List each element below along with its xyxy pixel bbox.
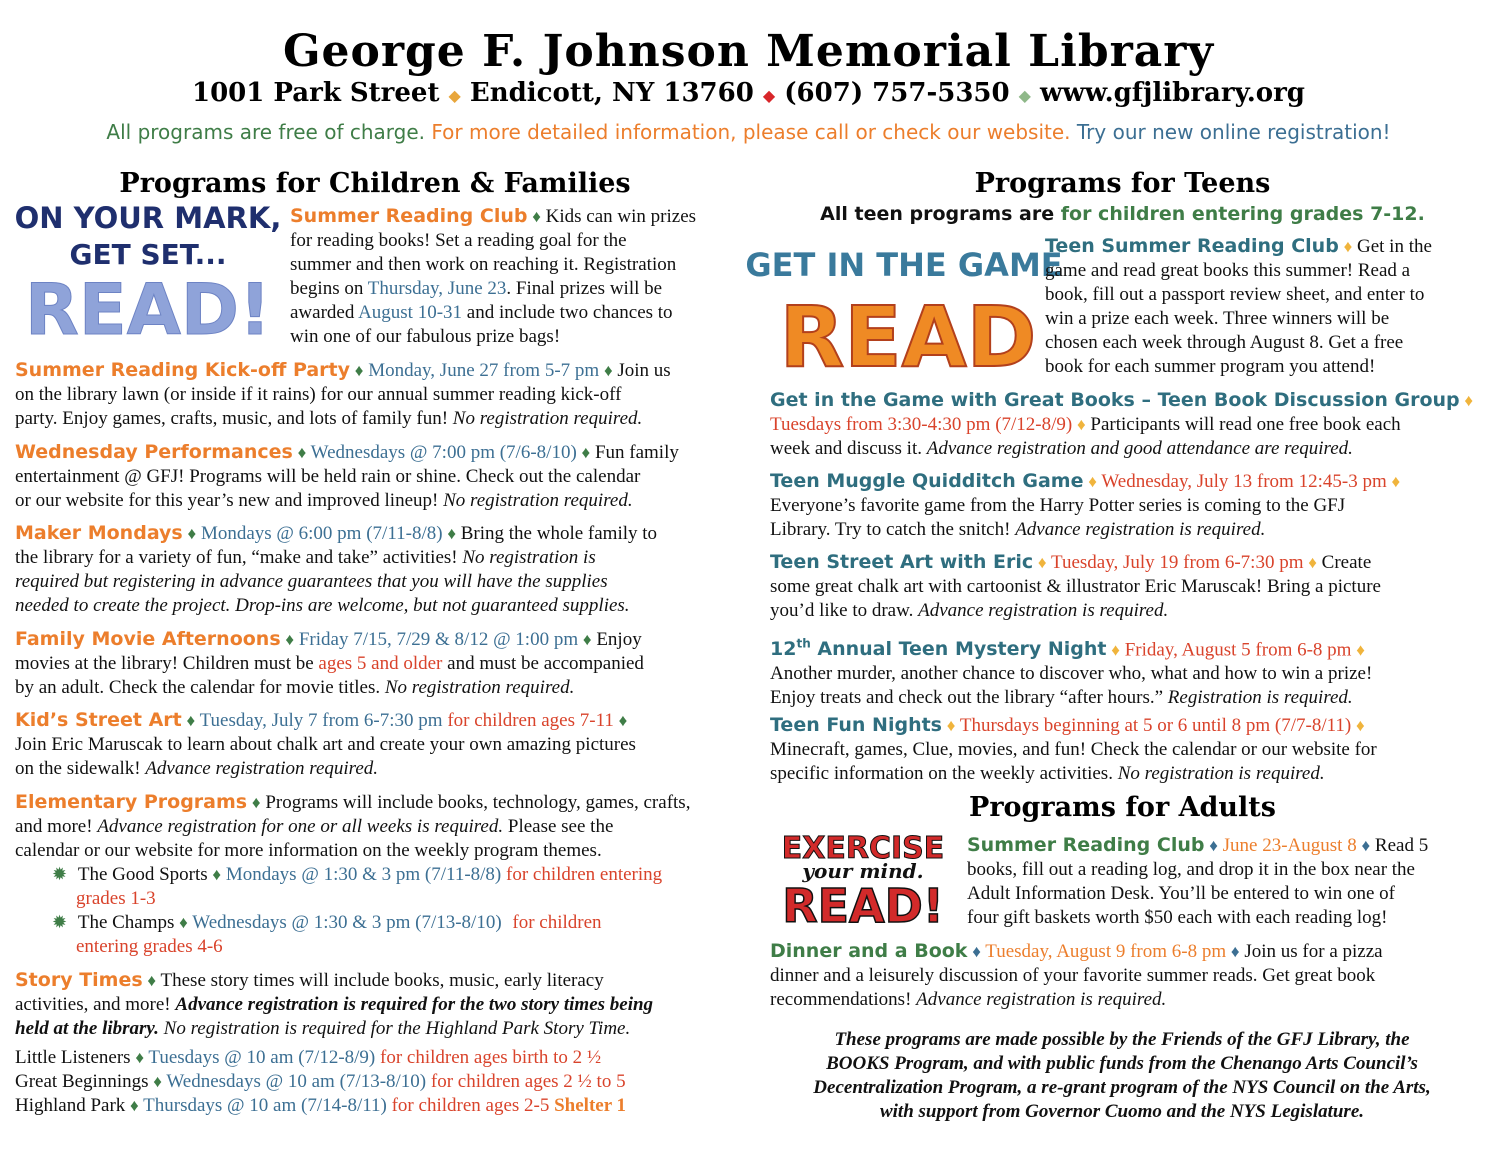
story-time-name: Highland Park xyxy=(15,1095,126,1116)
program-when: Friday, August 5 from 6-8 pm xyxy=(1124,639,1352,661)
diamond-icon: ♦ xyxy=(130,1096,139,1115)
diamond-icon: ♦ xyxy=(1209,836,1218,855)
tagline-info: For more detailed information, please call or check our website. xyxy=(431,120,1071,144)
program-when: Wednesdays @ 1:30 & 3 pm (7/13-8/10) xyxy=(192,912,502,933)
program-text: Read 5 xyxy=(1374,835,1429,856)
registration-note: Advance registration for one or all weeks is required. xyxy=(97,816,504,837)
footer-line: with support from Governor Cuomo and the NYS Legislature. xyxy=(879,1101,1365,1122)
summer-reading-kickoff-party xyxy=(15,358,735,431)
diamond-icon: ♦ xyxy=(1076,415,1086,434)
registration-note: No registration is required for the Highland Park Story Time. xyxy=(163,1018,631,1039)
story-time-row xyxy=(15,1094,735,1118)
program-text: Join us for a pizza xyxy=(1244,941,1383,962)
program-when: June 23-August 8 xyxy=(1222,835,1357,856)
program-text: win one of our fabulous prize bags! xyxy=(290,326,561,347)
diamond-icon: ♦ xyxy=(135,1048,144,1067)
phone-number: (607) 757-5350 xyxy=(784,78,1010,108)
program-name: Summer Reading Kick-off Party xyxy=(15,359,351,381)
street-address: 1001 Park Street xyxy=(192,78,440,108)
diamond-separator-icon: ◆ xyxy=(448,86,461,105)
teen-fun-nights xyxy=(770,713,1480,786)
sub-program-name: The Good Sports xyxy=(77,864,208,885)
story-time-name: Little Listeners xyxy=(15,1047,131,1068)
footer-line: Decentralization Program, a re-grant program of the NYS Council on the Arts, xyxy=(813,1077,1431,1098)
program-text: Enjoy treats and check out the library “after hours.” xyxy=(770,687,1164,709)
age-requirement: for children ages 2 ½ to 5 xyxy=(430,1071,626,1092)
program-text: activities, and more! xyxy=(15,994,171,1015)
library-title: George F. Johnson Memorial Library xyxy=(282,26,1215,77)
diamond-icon: ♦ xyxy=(946,716,956,735)
program-name: Get in the Game with Great Books – Teen Book Discussion Group xyxy=(770,389,1460,411)
svg-text:READ!: READ! xyxy=(782,879,944,933)
registration-note: No registration is xyxy=(462,547,596,568)
program-name: Teen Fun Nights xyxy=(770,714,942,736)
program-text: Join Eric Maruscak to learn about chalk art and create your own amazing pictures xyxy=(15,734,636,755)
diamond-icon: ♦ xyxy=(972,942,981,961)
registration-note: Advance registration required. xyxy=(145,758,379,779)
registration-note: held at the library. xyxy=(15,1018,159,1039)
program-text: Join us xyxy=(617,360,671,381)
program-text: dinner and a leisurely discussion of your favorite summer reads. Get great book xyxy=(770,965,1376,986)
diamond-icon: ♦ xyxy=(297,443,307,462)
diamond-separator-icon: ◆ xyxy=(1018,86,1031,105)
program-text: Library. Try to catch the snitch! xyxy=(770,519,1011,540)
teens-subtitle-a: All teen programs are xyxy=(820,203,1055,225)
program-name: Summer Reading Club xyxy=(290,205,528,227)
teen-street-art xyxy=(770,550,1480,623)
starburst-bullet-icon: ✹ xyxy=(52,864,68,884)
diamond-icon: ♦ xyxy=(1355,716,1365,735)
registration-note: No registration required. xyxy=(452,408,643,429)
diamond-icon: ♦ xyxy=(1391,472,1401,491)
diamond-icon: ♦ xyxy=(187,524,197,543)
location-label: Shelter 1 xyxy=(554,1095,627,1116)
diamond-icon: ♦ xyxy=(582,630,592,649)
program-text: book, fill out a passport review sheet, and enter to xyxy=(1045,284,1425,305)
program-name: Teen Muggle Quidditch Game xyxy=(770,470,1084,492)
footer-line: These programs are made possible by the Friends of the GFJ Library, the xyxy=(834,1029,1410,1050)
registration-note: Registration is required. xyxy=(1167,687,1353,709)
program-name xyxy=(770,638,1107,660)
program-name: Maker Mondays xyxy=(15,522,183,544)
program-text: Create xyxy=(1321,552,1372,573)
program-text: four gift baskets worth $50 each with each reading log! xyxy=(967,907,1388,928)
website-link[interactable]: www.gfjlibrary.org xyxy=(1040,78,1305,108)
wednesday-performances xyxy=(15,440,735,513)
program-when: Mondays @ 1:30 & 3 pm (7/11-8/8) xyxy=(225,864,502,885)
on-your-mark-read-logo xyxy=(12,200,284,351)
program-text: Programs will include books, technology, games, crafts, xyxy=(265,792,691,813)
diamond-icon: ♦ xyxy=(179,913,188,932)
summer-reading-club-kids xyxy=(290,204,740,349)
svg-text:READ: READ xyxy=(779,288,1037,386)
diamond-icon: ♦ xyxy=(532,207,541,226)
program-when: Tuesdays from 3:30-4:30 pm (7/12-8/9) xyxy=(770,414,1073,435)
diamond-separator-icon: ◆ xyxy=(762,86,776,105)
program-text: game and read great books this summer! Read a xyxy=(1045,260,1411,281)
story-time-row xyxy=(15,1070,735,1094)
diamond-icon: ♦ xyxy=(618,711,628,730)
program-text: calendar or our website for more information on the weekly program themes. xyxy=(15,840,602,861)
age-requirement: ages 5 and older xyxy=(318,653,443,674)
age-requirement: for children ages 7-11 xyxy=(447,710,614,731)
ordinal-suffix: th xyxy=(796,637,811,651)
program-name: Teen Summer Reading Club xyxy=(1045,235,1339,257)
diamond-icon: ♦ xyxy=(251,793,261,812)
story-time-row xyxy=(15,1046,735,1070)
registration-note: Advance registration and good attendance are required. xyxy=(926,438,1353,459)
program-when: Wednesdays @ 10 am (7/13-8/10) xyxy=(166,1071,427,1092)
program-date: Thursday, June 23 xyxy=(367,278,507,299)
story-times-schedule xyxy=(15,1046,735,1118)
ordinal-number: 12 xyxy=(770,638,797,661)
diamond-icon: ♦ xyxy=(447,524,456,543)
teen-muggle-quidditch xyxy=(770,469,1480,542)
diamond-icon: ♦ xyxy=(186,711,196,730)
diamond-icon: ♦ xyxy=(1088,472,1097,491)
program-text: Everyone’s favorite game from the Harry Potter series is coming to the GFJ xyxy=(770,495,1346,516)
registration-note: Advance registration is required. xyxy=(918,600,1169,621)
starburst-bullet-icon: ✹ xyxy=(52,912,68,932)
svg-text:GET SET...: GET SET... xyxy=(69,238,227,271)
program-text: or our website for this year’s new and improved lineup! xyxy=(15,490,439,511)
svg-text:GET IN THE GAME: GET IN THE GAME xyxy=(745,246,1063,284)
program-text: party. Enjoy games, crafts, music, and lots of family fun! xyxy=(15,408,449,429)
program-text: chosen each week through August 8. Get a free xyxy=(1045,332,1404,353)
age-requirement: for children entering xyxy=(506,864,663,885)
registration-note: No registration required. xyxy=(443,490,633,511)
program-text: . Final prizes will be xyxy=(506,278,663,299)
program-name: Wednesday Performances xyxy=(15,441,293,463)
program-when: Tuesday, July 19 from 6-7:30 pm xyxy=(1051,552,1304,573)
program-name: Dinner and a Book xyxy=(770,940,968,962)
registration-note: Advance registration is required for the two story times being xyxy=(175,994,654,1015)
svg-text:your mind.: your mind. xyxy=(802,859,924,883)
registration-note: Advance registration is required. xyxy=(1015,519,1266,540)
diamond-icon: ♦ xyxy=(1111,640,1120,660)
program-when: Thursdays beginning at 5 or 6 until 8 pm (7/7-8/11) xyxy=(959,715,1352,736)
diamond-icon: ♦ xyxy=(1230,942,1240,961)
age-requirement: for children xyxy=(512,912,602,933)
diamond-icon: ♦ xyxy=(212,865,222,884)
program-text: Fun family xyxy=(594,442,679,463)
program-text: recommendations! xyxy=(770,989,912,1010)
kids-street-art xyxy=(15,708,735,781)
program-text: Please see the xyxy=(507,816,614,837)
elementary-sub-champs xyxy=(52,910,742,959)
program-text: and more! xyxy=(15,816,93,837)
svg-text:EXERCISE: EXERCISE xyxy=(781,831,945,866)
elementary-sub-good-sports xyxy=(52,862,742,911)
program-when: Friday 7/15, 7/29 & 8/12 @ 1:00 pm xyxy=(298,629,579,650)
svg-text:READ!: READ! xyxy=(25,269,271,351)
dinner-and-a-book xyxy=(770,939,1480,1012)
diamond-icon: ♦ xyxy=(1464,391,1474,410)
program-when: Tuesday, July 7 from 6-7:30 pm xyxy=(199,710,443,731)
diamond-icon: ♦ xyxy=(1356,640,1365,660)
library-address-line xyxy=(0,78,1497,108)
family-movie-afternoons xyxy=(15,627,735,700)
teens-subtitle-b: for children entering grades 7-12. xyxy=(1060,203,1425,225)
footer-line: BOOKS Program, and with public funds from the Chenango Arts Council’s xyxy=(826,1053,1418,1074)
diamond-icon: ♦ xyxy=(354,361,364,380)
program-text: book for each summer program you attend! xyxy=(1045,356,1376,377)
teen-summer-reading-club xyxy=(1045,234,1485,379)
diamond-icon: ♦ xyxy=(285,630,295,649)
program-text: books, fill out a reading log, and drop it in the box near the xyxy=(967,859,1415,880)
program-name: Family Movie Afternoons xyxy=(15,628,281,650)
program-when: Mondays @ 6:00 pm (7/11-8/8) xyxy=(200,523,443,544)
program-text: for reading books! Set a reading goal for the xyxy=(290,230,627,251)
diamond-icon: ♦ xyxy=(581,443,591,462)
program-text: begins on xyxy=(290,278,364,299)
diamond-icon: ♦ xyxy=(603,361,613,380)
diamond-icon: ♦ xyxy=(1361,836,1371,855)
age-requirement: for children ages 2-5 xyxy=(391,1095,550,1116)
children-section-title: Programs for Children & Families xyxy=(119,168,631,199)
program-text: Get in the xyxy=(1357,236,1432,257)
diamond-icon: ♦ xyxy=(1343,237,1353,256)
program-when: Wednesday, July 13 from 12:45-3 pm xyxy=(1101,471,1387,492)
tagline-free: All programs are free of charge. xyxy=(106,120,426,144)
get-in-the-game-read-logo xyxy=(745,236,1063,386)
diamond-icon: ♦ xyxy=(147,971,157,990)
exercise-your-mind-read-logo xyxy=(770,828,956,933)
program-text: on the sidewalk! xyxy=(15,758,141,779)
registration-note: No registration is required. xyxy=(1117,763,1325,784)
program-text: Kids can win prizes xyxy=(545,206,697,227)
teen-book-discussion-group xyxy=(770,388,1480,461)
program-text: week and discuss it. xyxy=(770,438,922,459)
program-text: some great chalk art with cartoonist & illustrator Eric Maruscak! Bring a picture xyxy=(770,576,1381,597)
program-text: Bring the whole family to xyxy=(460,523,658,544)
program-when: Thursdays @ 10 am (7/14-8/11) xyxy=(143,1095,387,1116)
registration-note: needed to create the project. Drop-ins are welcome, but not guaranteed supplies. xyxy=(15,595,630,616)
sub-program-name: The Champs xyxy=(77,912,175,933)
teens-section-title: Programs for Teens xyxy=(974,168,1271,199)
registration-note: No registration required. xyxy=(384,677,575,698)
program-when: Monday, June 27 from 5-7 pm xyxy=(368,360,600,381)
program-text: entertainment @ GFJ! Programs will be held rain or shine. Check out the calendar xyxy=(15,466,641,487)
tagline-registration: Try our new online registration! xyxy=(1076,120,1391,144)
program-text: and must be accompanied xyxy=(447,653,644,674)
program-text: and include two chances to xyxy=(466,302,673,323)
program-text: Participants will read one free book each xyxy=(1090,414,1401,435)
elementary-programs xyxy=(15,790,735,863)
registration-note: required but registering in advance guarantees that you will have the supplies xyxy=(15,571,608,592)
funding-acknowledgement xyxy=(768,1028,1476,1124)
adult-summer-reading-club xyxy=(967,833,1477,930)
story-times xyxy=(15,968,735,1041)
program-name: Summer Reading Club xyxy=(967,834,1205,856)
diamond-icon: ♦ xyxy=(1308,553,1317,572)
tagline xyxy=(0,120,1497,144)
registration-note: Advance registration is required. xyxy=(916,989,1167,1010)
program-text: by an adult. Check the calendar for movie titles. xyxy=(15,677,381,698)
program-text: specific information on the weekly activities. xyxy=(770,763,1113,784)
program-text: Adult Information Desk. You’ll be entered to win one of xyxy=(967,883,1395,904)
program-text: Minecraft, games, Clue, movies, and fun! Check the calendar or our website for xyxy=(770,739,1377,760)
program-when: Wednesdays @ 7:00 pm (7/6-8/10) xyxy=(310,442,577,463)
adults-section-title: Programs for Adults xyxy=(969,792,1276,823)
teen-mystery-night xyxy=(770,632,1480,710)
diamond-icon: ♦ xyxy=(153,1072,162,1091)
teens-subtitle xyxy=(770,203,1475,225)
program-text: These story times will include books, music, early literacy xyxy=(160,970,604,991)
program-name: Story Times xyxy=(15,969,143,991)
program-text: Another murder, another chance to discover who, what and how to win a prize! xyxy=(770,663,1373,685)
program-text: you’d like to draw. xyxy=(770,600,914,621)
program-name-text: Annual Teen Mystery Night xyxy=(817,638,1107,661)
age-requirement: for children ages birth to 2 ½ xyxy=(380,1047,602,1068)
maker-mondays xyxy=(15,521,735,618)
program-text: on the library lawn (or inside if it rains) for our annual summer reading kick-off xyxy=(15,384,622,405)
program-text: movies at the library! Children must be xyxy=(15,653,314,674)
program-text: awarded xyxy=(290,302,355,323)
age-requirement: grades 1-3 xyxy=(76,888,156,909)
program-text: summer and then work on reaching it. Registration xyxy=(290,254,677,275)
program-text: win a prize each week. Three winners will be xyxy=(1045,308,1390,329)
program-text: the library for a variety of fun, “make and take” activities! xyxy=(15,547,458,568)
age-requirement: entering grades 4-6 xyxy=(76,936,223,957)
story-time-name: Great Beginnings xyxy=(15,1071,149,1092)
program-date: August 10-31 xyxy=(358,302,463,323)
svg-text:ON YOUR MARK,: ON YOUR MARK, xyxy=(14,201,282,235)
program-when: Tuesdays @ 10 am (7/12-8/9) xyxy=(148,1047,376,1068)
program-when: Tuesday, August 9 from 6-8 pm xyxy=(985,941,1227,962)
city-state-zip: Endicott, NY 13760 xyxy=(469,78,754,108)
program-name: Elementary Programs xyxy=(15,791,248,813)
program-name: Kid’s Street Art xyxy=(15,709,182,731)
diamond-icon: ♦ xyxy=(1037,553,1047,572)
program-text: Enjoy xyxy=(596,629,642,650)
program-name: Teen Street Art with Eric xyxy=(770,551,1034,573)
